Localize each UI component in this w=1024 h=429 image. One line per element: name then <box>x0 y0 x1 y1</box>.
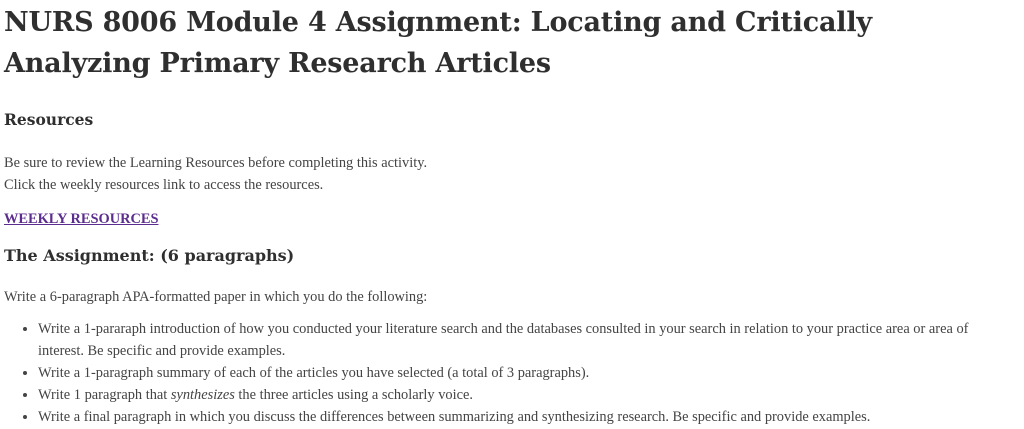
list-item-text-before: Write 1 paragraph that <box>38 387 171 403</box>
list-item-text: Write a 1-paragraph summary of each of the articles you have selected (a total of 3 paragraphs). <box>38 365 590 381</box>
list-item-text: Write a 1-pararaph introduction of how you conducted your literature search and the databases consulted in your search in relation to your practice area or area of interest. Be specific and provide examples. <box>38 321 969 359</box>
assignment-list <box>4 318 1014 428</box>
weekly-resources-link[interactable]: WEEKLY RESOURCES <box>4 211 159 227</box>
assignment-heading: The Assignment: (6 paragraphs) <box>4 246 295 265</box>
list-item <box>38 318 1014 362</box>
resources-paragraph <box>4 152 1014 196</box>
resources-line-1: Be sure to review the Learning Resources before completing this activity. <box>4 155 428 171</box>
resources-heading: Resources <box>4 110 94 129</box>
page-title: NURS 8006 Module 4 Assignment: Locating and Critically Analyzing Primary Research Articles <box>4 7 872 79</box>
list-item-text: Write a final paragraph in which you discuss the differences between summarizing and synthesizing research. Be specific and provide examples. <box>38 409 871 425</box>
list-item <box>38 406 1014 428</box>
assignment-lead: Write a 6-paragraph APA-formatted paper in which you do the following: <box>4 289 428 305</box>
resources-line-2: Click the weekly resources link to access the resources. <box>4 177 324 193</box>
emphasis-synthesizes: synthesizes <box>170 387 235 403</box>
link-paragraph <box>4 208 1014 230</box>
list-item <box>38 362 1014 384</box>
list-item-text-after: the three articles using a scholarly voice. <box>234 387 473 403</box>
article <box>4 0 1014 428</box>
list-item <box>38 384 1014 406</box>
